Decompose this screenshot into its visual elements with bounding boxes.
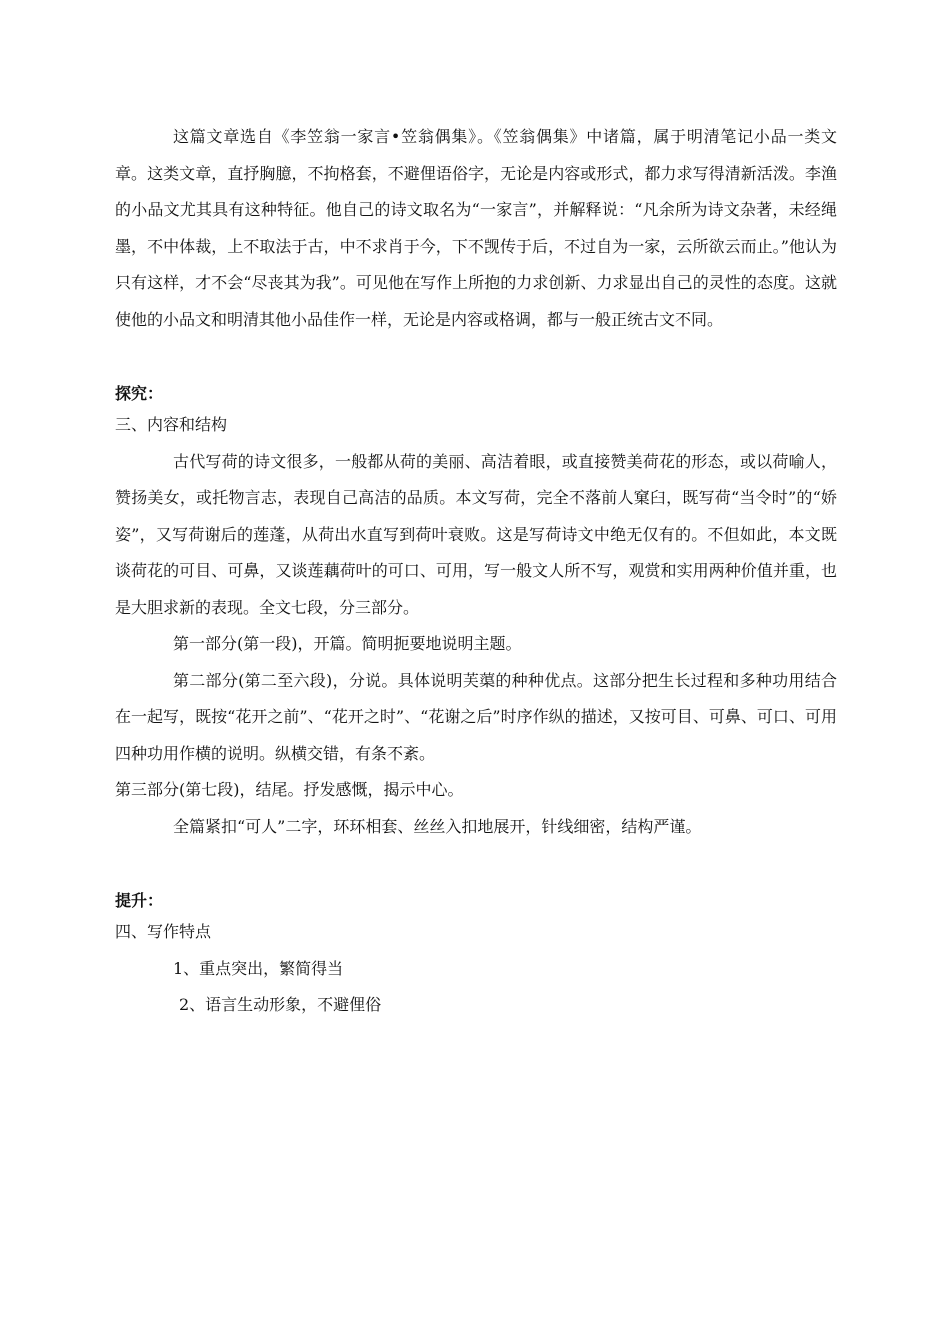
section-title-structure: 三、内容和结构 xyxy=(115,415,228,434)
spacer xyxy=(115,845,837,888)
structure-paragraph-1: 古代写荷的诗文很多，一般都从荷的美丽、高洁着眼，或直接赞美荷花的形态，或以荷喻人，赞扬美女，或托物言志，表现自己高洁的品质。本文写荷，完全不落前人窠臼，既写荷“当令时”的“娇姿”，又写荷谢后的莲蓬，从荷出水直写到荷叶衰败。这是写荷诗文中绝无仅有的。不但如此，本文既谈荷花的可目、可鼻，又谈莲藕荷叶的可口、可用，写一般文人所不写，观赏和实用两种价值并重，也是大胆求新的表现。全文七段，分三部分。 xyxy=(115,451,837,617)
spacer xyxy=(115,338,837,381)
section-title-features: 四、写作特点 xyxy=(115,922,212,941)
structure-summary: 全篇紧扣“可人”二字，环环相套、丝丝入扣地展开，针线细密，结构严谨。 xyxy=(173,816,702,836)
improve-heading: 提升： xyxy=(115,891,164,910)
structure-paragraph-3: 第二部分(第二至六段)，分说。具体说明芙蕖的种种优点。这部分把生长过程和多种功用结合在一起写，既按“花开之前”、“花开之时”、“花谢之后”时序作纵的描述，又按可目、可鼻、可口、可用四种功用作横的说明。纵横交错，有条不紊。 xyxy=(115,670,837,763)
structure-paragraph-2: 第一部分(第一段)，开篇。简明扼要地说明主题。 xyxy=(173,634,522,653)
feature-item-1: 1、重点突出，繁简得当 xyxy=(173,958,344,978)
structure-part-3: 第三部分(第七段)，结尾。抒发感慨，揭示中心。 xyxy=(115,780,464,799)
document-body xyxy=(115,119,837,1024)
explore-heading: 探究： xyxy=(115,384,164,403)
intro-paragraph: 这篇文章选自《李笠翁一家言•笠翁偶集》。《笠翁偶集》中诸篇，属于明清笔记小品一类文章。这类文章，直抒胸臆，不拘格套，不避俚语俗字，无论是内容或形式，都力求写得清新活泼。李渔的小品文尤其具有这种特征。他自己的诗文取名为“一家言”，并解释说：“凡余所为诗文杂著，未经绳墨，不中体裁，上不取法于古，中不求肖于今，下不觊传于后，不过自为一家，云所欲云而止。”他认为只有这样，才不会“尽丧其为我”。可见他在写作上所抱的力求创新、力求显出自己的灵性的态度。这就使他的小品文和明清其他小品佳作一样，无论是内容或格调，都与一般正统古文不同。 xyxy=(115,127,837,329)
feature-item-2: 2、语言生动形象，不避俚俗 xyxy=(179,995,382,1014)
